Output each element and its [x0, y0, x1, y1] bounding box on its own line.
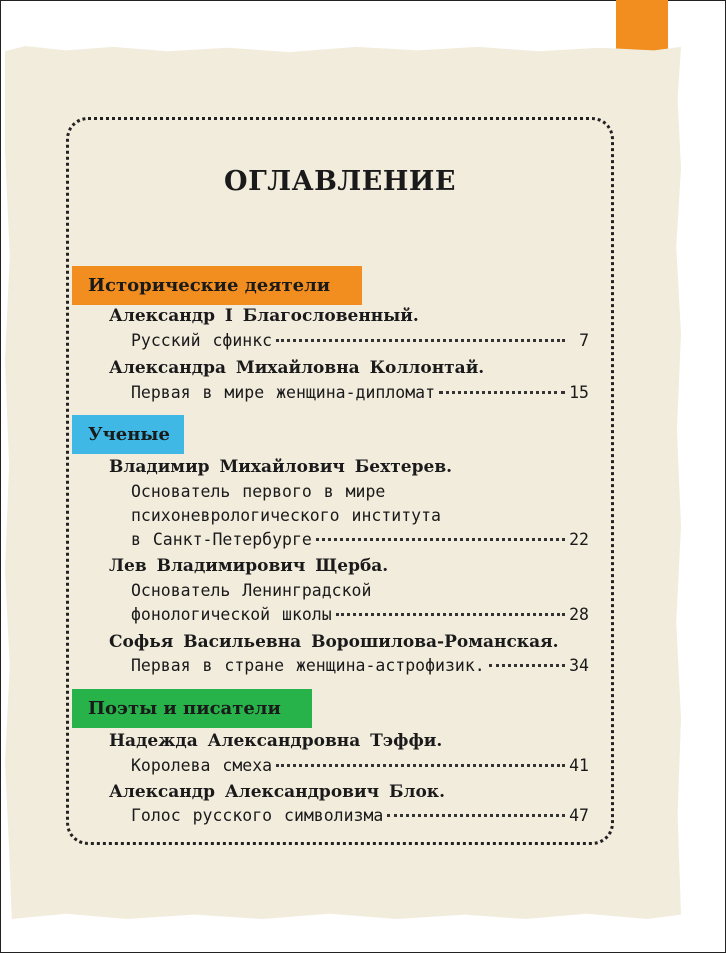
toc-entry-line[interactable]: [131, 656, 589, 675]
toc-entry-text: фонологической школы: [131, 605, 332, 624]
dot-leader: [316, 538, 565, 541]
dot-leader: [336, 613, 565, 616]
toc-title: ОГЛАВЛЕНИЕ: [224, 166, 456, 197]
toc-entry-line[interactable]: [131, 331, 589, 350]
section-historical: Исторические деятели: [72, 266, 362, 305]
toc-entry-author: Лев Владимирович Щерба.: [109, 556, 389, 576]
toc-entry-line[interactable]: [131, 383, 589, 402]
toc-entry-line[interactable]: [131, 605, 589, 624]
toc-entry-text: психоневрологического института: [131, 506, 441, 525]
toc-page-number: 22: [569, 530, 589, 549]
toc-page-number: 41: [569, 756, 589, 775]
toc-entry-text: Первая в стране женщина-астрофизик.: [131, 656, 485, 675]
toc-entry-author: Александр I Благословенный.: [109, 306, 419, 326]
toc-entry-line-continued: [131, 506, 589, 525]
toc-entry-text: Первая в мире женщина-дипломат: [131, 383, 436, 402]
toc-entry-text: Основатель первого в мире: [131, 482, 386, 501]
toc-entry-text: Основатель Ленинградской: [131, 581, 372, 600]
toc-page-number: 28: [569, 605, 589, 624]
toc-page-number: 7: [579, 331, 589, 350]
dot-leader: [387, 814, 565, 817]
dot-leader: [276, 339, 565, 342]
toc-entry-line[interactable]: [131, 530, 589, 549]
toc-entry-text: Русский сфинкс: [131, 331, 273, 350]
toc-entry-text: Королева смеха: [131, 756, 273, 775]
toc-entry-line[interactable]: [131, 756, 589, 775]
toc-entry-author: Софья Васильевна Ворошилова-Романская.: [109, 632, 559, 652]
toc-entry-author: Владимир Михайлович Бехтерев.: [109, 457, 453, 477]
toc-entry-text: Голос русского символизма: [131, 806, 384, 825]
toc-page-number: 47: [569, 806, 589, 825]
dot-leader: [439, 391, 565, 394]
toc-entry-line[interactable]: [131, 806, 589, 825]
toc-page-number: 34: [569, 656, 589, 675]
section-scientists: Ученые: [72, 415, 184, 454]
toc-entry-author: Александр Александрович Блок.: [109, 782, 445, 802]
toc-entry-text: в Санкт-Петербурге: [131, 530, 312, 549]
toc-entry-line-continued: [131, 482, 589, 501]
toc-page-number: 15: [569, 383, 589, 402]
dot-leader: [276, 764, 565, 767]
section-poets-writers: Поэты и писатели: [72, 689, 312, 728]
toc-entry-line-continued: [131, 581, 589, 600]
toc-entry-author: Александра Михайловна Коллонтай.: [109, 358, 485, 378]
dot-leader: [489, 664, 565, 667]
toc-entry-author: Надежда Александровна Тэффи.: [109, 731, 443, 751]
